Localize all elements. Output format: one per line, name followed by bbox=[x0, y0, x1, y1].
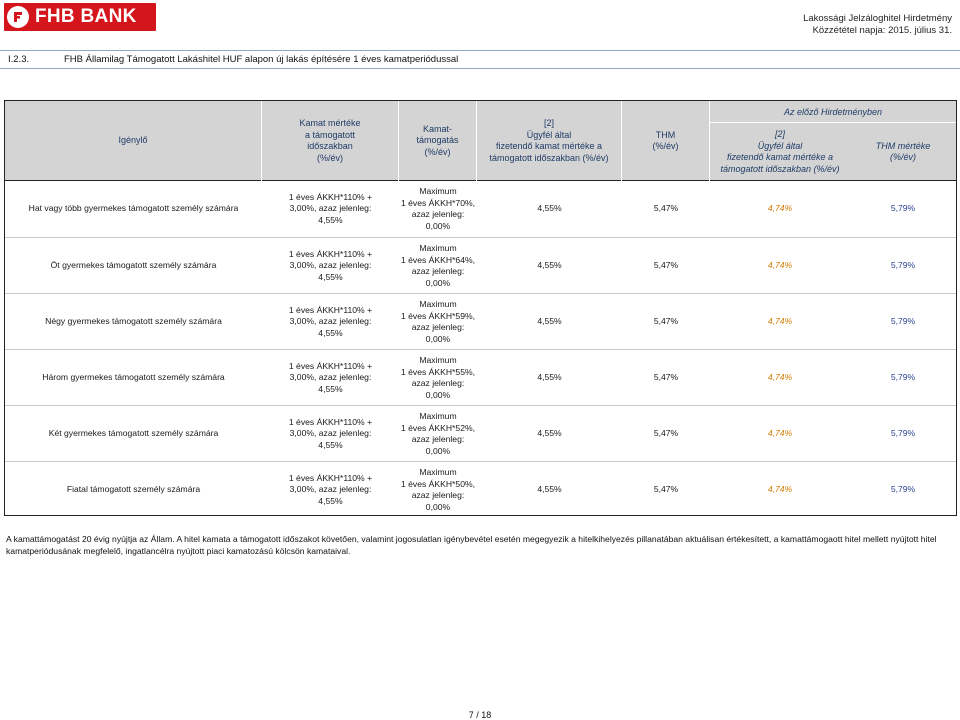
cell-applicant: Öt gyermekes támogatott személy számára bbox=[50, 260, 217, 271]
cell-thm: 5,47% bbox=[653, 260, 679, 271]
cell-client-rate: 4,55% bbox=[537, 260, 562, 271]
table-row bbox=[5, 405, 956, 461]
cell-interest-rate: 1 éves ÁKKH*110% + 3,00%, azaz jelenleg: 4,55% bbox=[288, 360, 373, 394]
footnote-text: A kamattámogatást 20 évig nyújtja az Állam. A hitel kamata a támogatott időszakot követően, valamint jogosulatlan igénybevétel esetén megegyezik a hitelkihelyezés pillanatában aktuálisan értékesített, a kamattámogaott hitel mellett nyújtott hitel kamatperiódusának megfelelő, ingatlancélra nyújtott piaci kamatozású kölcsön kamataival. bbox=[6, 534, 937, 556]
cell-thm: 5,47% bbox=[653, 203, 679, 214]
section-title-bar bbox=[0, 50, 960, 69]
header-client-rate: [2] Ügyfél által fizetendő kamat mértéke a támogatott időszakban (%/év) bbox=[477, 101, 622, 181]
cell-prev-client-rate: 4,74% bbox=[767, 428, 793, 439]
fhb-bank-logo bbox=[4, 3, 156, 31]
header-applicant: Igénylő bbox=[5, 101, 262, 181]
cell-interest-rate: 1 éves ÁKKH*110% + 3,00%, azaz jelenleg: 4,55% bbox=[288, 416, 373, 450]
table-row bbox=[5, 293, 956, 349]
cell-prev-client-rate: 4,74% bbox=[767, 260, 793, 271]
cell-interest-rate: 1 éves ÁKKH*110% + 3,00%, azaz jelenleg: 4,55% bbox=[288, 191, 373, 225]
header-prev-client-rate: [2] Ügyfél által fizetendő kamat mértéke a támogatott időszakban (%/év) bbox=[720, 129, 840, 174]
table-row bbox=[5, 461, 956, 517]
cell-applicant: Négy gyermekes támogatott személy számára bbox=[45, 316, 222, 327]
table-header bbox=[5, 101, 956, 181]
cell-thm: 5,47% bbox=[653, 316, 679, 327]
cell-prev-client-rate: 4,74% bbox=[767, 372, 793, 383]
cell-thm: 5,47% bbox=[653, 484, 679, 495]
cell-prev-thm: 5,79% bbox=[890, 316, 916, 327]
document-header bbox=[803, 13, 952, 37]
section-number: I.2.3. bbox=[8, 54, 30, 65]
cell-subsidy: Maximum 1 éves ÁKKH*64%, azaz jelenleg: 0,00% bbox=[400, 243, 476, 288]
cell-subsidy: Maximum 1 éves ÁKKH*52%, azaz jelenleg: 0,00% bbox=[400, 411, 476, 456]
cell-applicant: Két gyermekes támogatott személy számára bbox=[48, 428, 219, 439]
table-row bbox=[5, 237, 956, 293]
cell-applicant: Három gyermekes támogatott személy számára bbox=[42, 372, 225, 383]
section-title: FHB Államilag Támogatott Lakáshitel HUF alapon új lakás építésére 1 éves kamatperiódussal bbox=[64, 54, 459, 65]
cell-prev-client-rate: 4,74% bbox=[767, 203, 793, 214]
cell-prev-thm: 5,79% bbox=[890, 428, 916, 439]
cell-prev-client-rate: 4,74% bbox=[767, 316, 793, 327]
cell-applicant: Hat vagy több gyermekes támogatott személy számára bbox=[28, 203, 239, 214]
publication-date: Közzététel napja: 2015. július 31. bbox=[812, 25, 952, 36]
cell-thm: 5,47% bbox=[653, 428, 679, 439]
cell-client-rate: 4,55% bbox=[537, 484, 562, 495]
cell-subsidy: Maximum 1 éves ÁKKH*50%, azaz jelenleg: 0,00% bbox=[400, 467, 476, 512]
cell-client-rate: 4,55% bbox=[537, 316, 562, 327]
brand-name: FHB BANK bbox=[35, 6, 137, 27]
cell-applicant: Fiatal támogatott személy számára bbox=[66, 484, 201, 495]
cell-prev-thm: 5,79% bbox=[890, 203, 916, 214]
header-subsidy: Kamat- támogatás (%/év) bbox=[399, 101, 477, 181]
cell-prev-client-rate: 4,74% bbox=[767, 484, 793, 495]
cell-subsidy: Maximum 1 éves ÁKKH*59%, azaz jelenleg: 0,00% bbox=[400, 299, 476, 344]
header-interest-rate: Kamat mértéke a támogatott időszakban (%/év) bbox=[262, 101, 399, 181]
interest-rate-table bbox=[4, 100, 957, 516]
cell-subsidy: Maximum 1 éves ÁKKH*70%, azaz jelenleg: 0,00% bbox=[400, 186, 476, 231]
cell-prev-thm: 5,79% bbox=[890, 484, 916, 495]
cell-interest-rate: 1 éves ÁKKH*110% + 3,00%, azaz jelenleg: 4,55% bbox=[288, 472, 373, 506]
cell-client-rate: 4,55% bbox=[537, 203, 562, 214]
cell-prev-thm: 5,79% bbox=[890, 260, 916, 271]
header-thm: THM (%/év) bbox=[622, 101, 710, 181]
fhb-logo-icon bbox=[7, 6, 29, 28]
cell-interest-rate: 1 éves ÁKKH*110% + 3,00%, azaz jelenleg: 4,55% bbox=[288, 248, 373, 282]
header-prev-thm: THM mértéke (%/év) bbox=[875, 140, 931, 162]
page-number: 7 / 18 bbox=[468, 710, 492, 720]
previous-notice-title: Az előző Hirdetményben bbox=[710, 101, 956, 123]
cell-prev-thm: 5,79% bbox=[890, 372, 916, 383]
cell-thm: 5,47% bbox=[653, 372, 679, 383]
document-title: Lakossági Jelzáloghitel Hirdetmény bbox=[803, 13, 952, 24]
cell-client-rate: 4,55% bbox=[537, 372, 562, 383]
cell-subsidy: Maximum 1 éves ÁKKH*55%, azaz jelenleg: 0,00% bbox=[400, 355, 476, 400]
header-previous-notice bbox=[710, 101, 956, 181]
cell-interest-rate: 1 éves ÁKKH*110% + 3,00%, azaz jelenleg: 4,55% bbox=[288, 304, 373, 338]
table-row bbox=[5, 181, 956, 237]
cell-client-rate: 4,55% bbox=[537, 428, 562, 439]
table-row bbox=[5, 349, 956, 405]
